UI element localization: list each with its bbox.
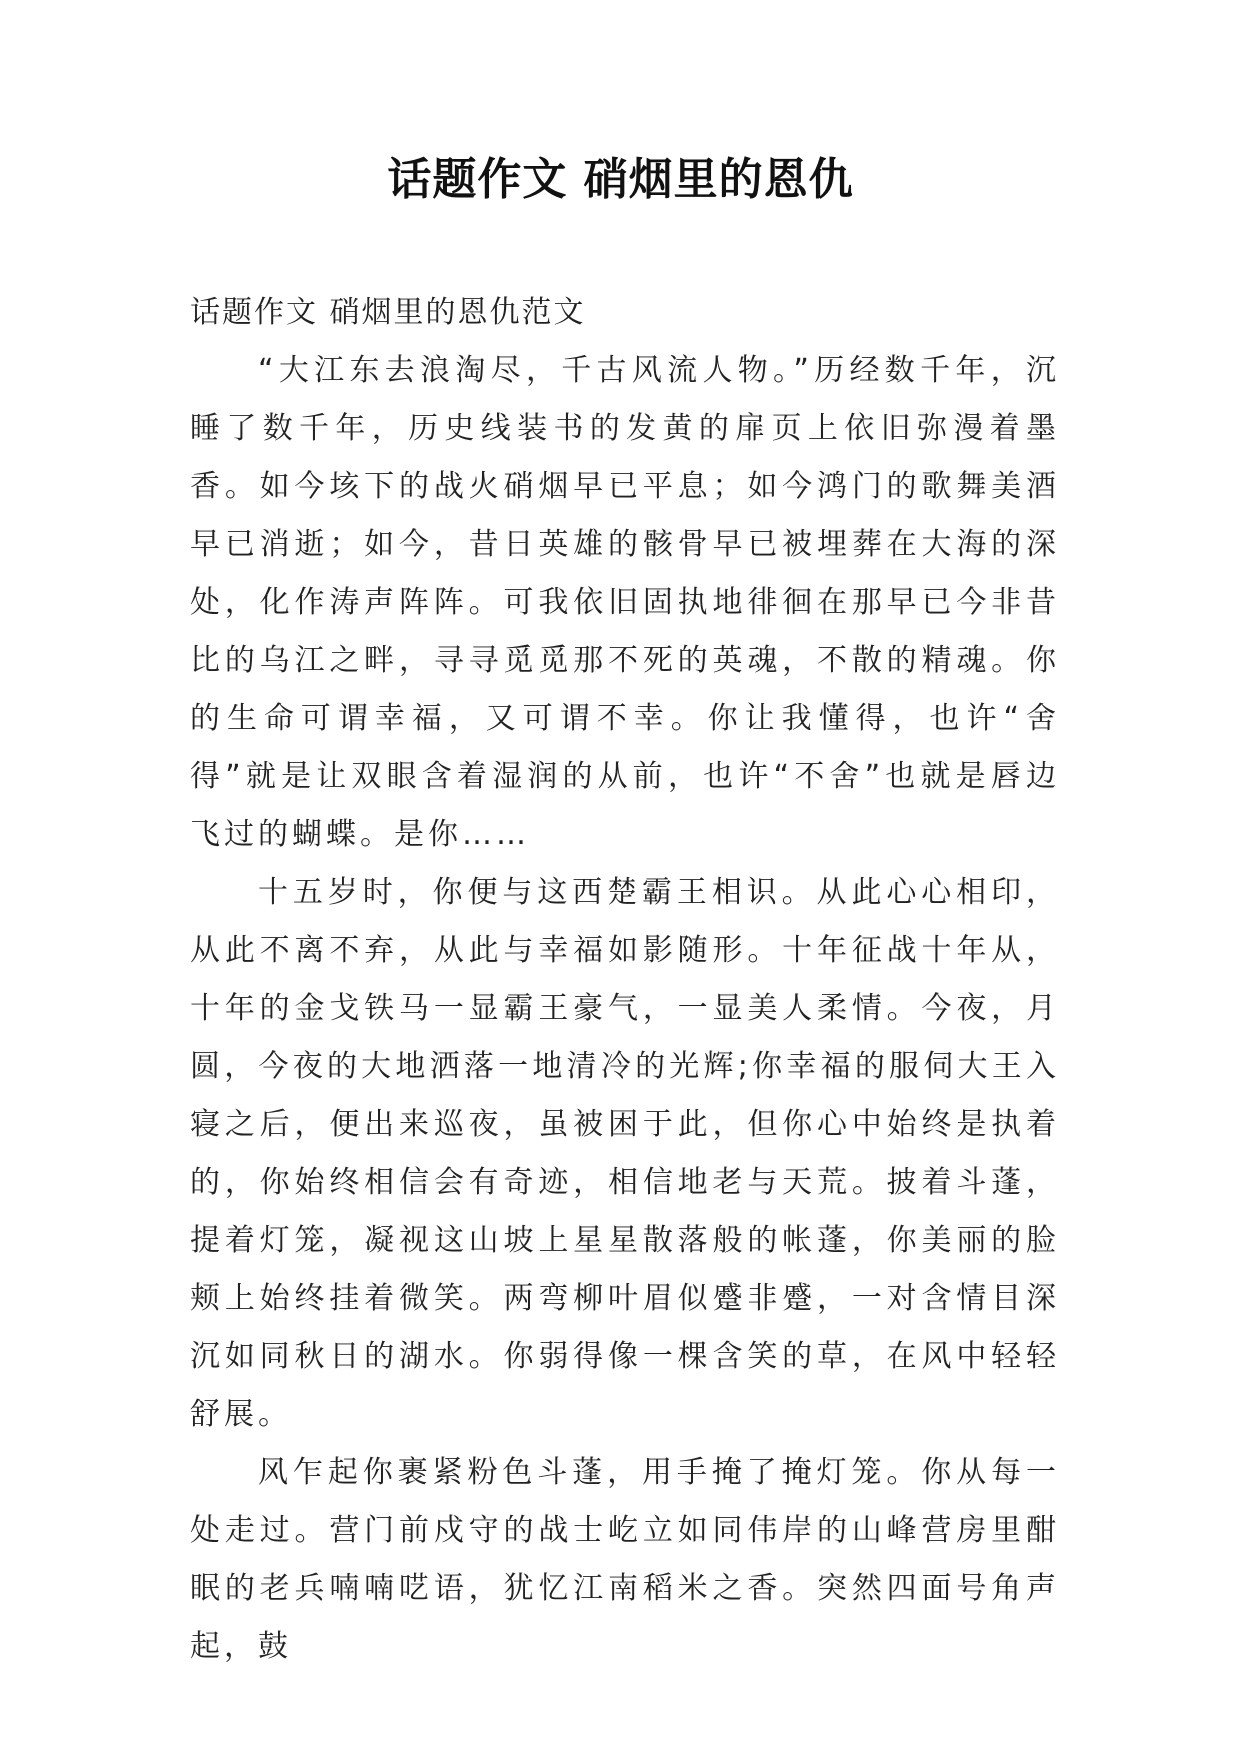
document-title: 话题作文 硝烟里的恩仇 [387, 154, 854, 205]
paragraph-2: 十五岁时，你便与这西楚霸王相识。从此心心相印，从此不离不弃，从此与幸福如影随形。十年征战十年从，十年的金戈铁马一显霸王豪气，一显美人柔情。今夜，月圆，今夜的大地洒落一地清冷的光辉;你幸福的服伺大王入寝之后，便出来巡夜，虽被困于此，但你心中始终是执着的，你始终相信会有奇迹，相信地老与天荒。披着斗蓬，提着灯笼，凝视这山坡上星星散落般的帐蓬，你美丽的脸颊上始终挂着微笑。两弯柳叶眉似蹙非蹙，一对含情目深沉如同秋日的湖水。你弱得像一棵含笑的草，在风中轻轻舒展。 [190, 875, 1060, 1432]
document-body [190, 284, 1060, 1676]
paragraph-1: “大江东去浪淘尽，千古风流人物。”历经数千年，沉睡了数千年，历史线装书的发黄的扉页上依旧弥漫着墨香。如今垓下的战火硝烟早已平息；如今鸿门的歌舞美酒早已消逝；如今，昔日英雄的骸骨早已被埋葬在大海的深处，化作涛声阵阵。可我依旧固执地徘徊在那早已今非昔比的乌江之畔，寻寻觅觅那不死的英魂，不散的精魂。你的生命可谓幸福，又可谓不幸。你让我懂得，也许“舍得”就是让双眼含着湿润的从前，也许“不舍”也就是唇边飞过的蝴蝶。是你…… [190, 353, 1060, 852]
paragraph-3: 风乍起你裹紧粉色斗蓬，用手掩了掩灯笼。你从每一处走过。营门前戍守的战士屹立如同伟岸的山峰营房里酣眠的老兵喃喃呓语，犹忆江南稻米之香。突然四面号角声起，鼓 [190, 1455, 1060, 1664]
document-subtitle: 话题作文 硝烟里的恩仇范文 [190, 295, 586, 330]
